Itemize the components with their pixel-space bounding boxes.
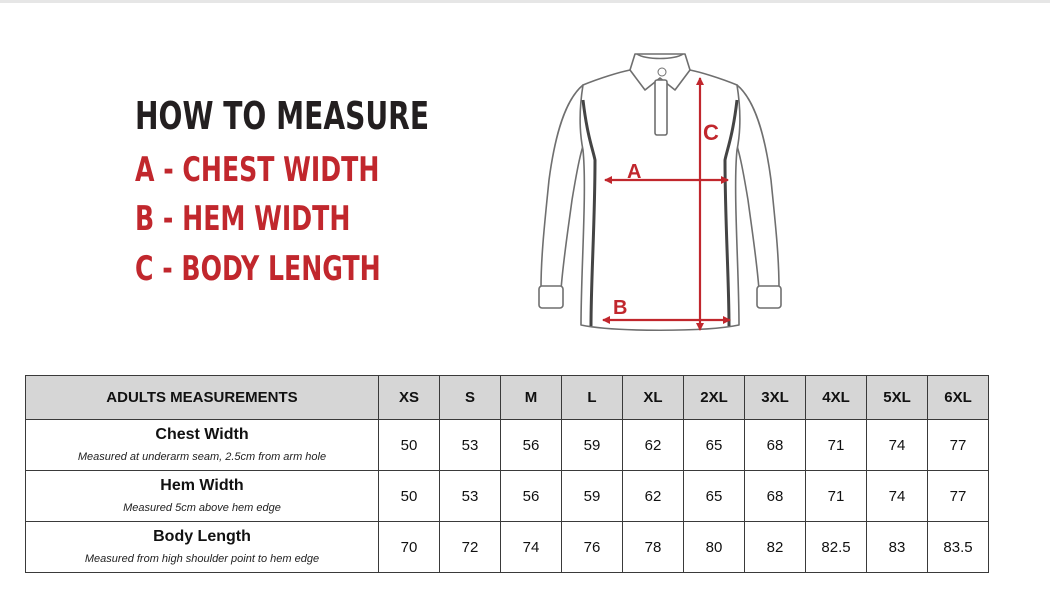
table-row-body-length <box>26 522 989 573</box>
table-header-row <box>26 376 989 420</box>
table-cell: 65 <box>684 420 745 471</box>
row-note: Measured 5cm above hem edge <box>123 502 281 514</box>
row-title: Hem Width <box>160 477 244 494</box>
legend-chest-width: A - CHEST WIDTH <box>135 150 380 190</box>
table-cell: 50 <box>379 420 440 471</box>
table-cell: 56 <box>501 471 562 522</box>
table-cell: 68 <box>745 471 806 522</box>
table-cell: 72 <box>440 522 501 573</box>
page-heading: HOW TO MEASURE <box>135 94 430 138</box>
size-header: 5XL <box>867 376 928 420</box>
table-cell: 82.5 <box>806 522 867 573</box>
label-b: B <box>613 297 628 319</box>
table-cell: 59 <box>562 471 623 522</box>
table-cell: 65 <box>684 471 745 522</box>
table-cell: 53 <box>440 420 501 471</box>
table-cell: 74 <box>867 471 928 522</box>
row-label <box>26 471 379 522</box>
table-cell: 77 <box>928 471 989 522</box>
row-title: Chest Width <box>155 426 249 443</box>
top-divider <box>0 0 1050 3</box>
table-cell: 71 <box>806 420 867 471</box>
table-cell: 82 <box>745 522 806 573</box>
table-cell: 83.5 <box>928 522 989 573</box>
table-row-hem-width <box>26 471 989 522</box>
table-cell: 62 <box>623 471 684 522</box>
size-chart-table <box>25 375 989 573</box>
row-label <box>26 522 379 573</box>
size-header: 2XL <box>684 376 745 420</box>
placket <box>655 80 667 135</box>
size-header: XL <box>623 376 684 420</box>
table-cell: 53 <box>440 471 501 522</box>
left-cuff <box>539 286 563 308</box>
table-cell: 62 <box>623 420 684 471</box>
table-cell: 74 <box>867 420 928 471</box>
table-cell: 74 <box>501 522 562 573</box>
row-note: Measured from high shoulder point to hem edge <box>84 553 320 565</box>
shirt-outline <box>539 54 781 330</box>
table-row-chest-width <box>26 420 989 471</box>
table-cell: 83 <box>867 522 928 573</box>
table-cell: 80 <box>684 522 745 573</box>
table-cell: 59 <box>562 420 623 471</box>
table-cell: 70 <box>379 522 440 573</box>
table-cell: 68 <box>745 420 806 471</box>
table-cell: 71 <box>806 471 867 522</box>
size-header: M <box>501 376 562 420</box>
table-cell: 77 <box>928 420 989 471</box>
size-header: S <box>440 376 501 420</box>
size-header: 6XL <box>928 376 989 420</box>
size-header: XS <box>379 376 440 420</box>
table-cell: 56 <box>501 420 562 471</box>
row-title: Body Length <box>153 528 251 545</box>
header-label: ADULTS MEASUREMENTS <box>26 376 379 420</box>
row-label <box>26 420 379 471</box>
legend-hem-width: B - HEM WIDTH <box>135 199 351 239</box>
size-header: 3XL <box>745 376 806 420</box>
label-a: A <box>627 161 642 183</box>
size-header: L <box>562 376 623 420</box>
legend-body-length: C - BODY LENGTH <box>135 249 381 289</box>
size-header: 4XL <box>806 376 867 420</box>
table-cell: 78 <box>623 522 684 573</box>
row-note: Measured at underarm seam, 2.5cm from arm hole <box>77 451 327 463</box>
label-c: C <box>703 120 719 145</box>
table-cell: 76 <box>562 522 623 573</box>
right-cuff <box>757 286 781 308</box>
table-cell: 50 <box>379 471 440 522</box>
shirt-measurement-diagram <box>525 40 795 340</box>
